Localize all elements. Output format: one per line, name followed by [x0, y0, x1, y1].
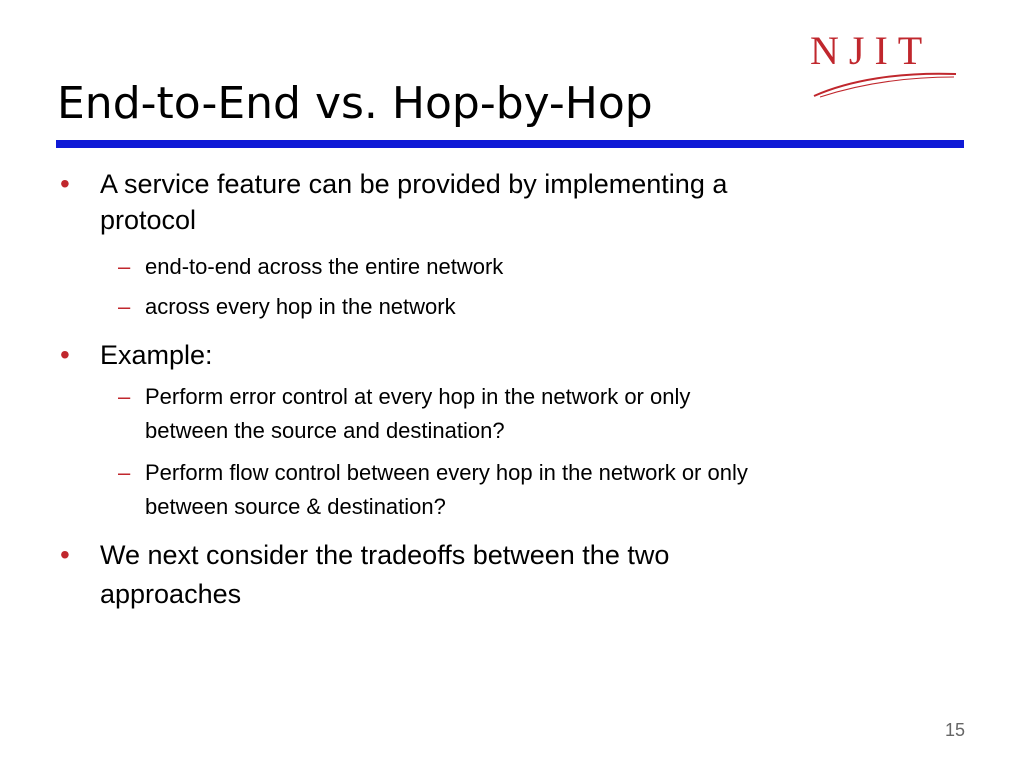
njit-logo-text: NJIT [810, 28, 933, 73]
sub-bullet-marker: – [118, 294, 131, 319]
sub-bullet-line: Perform error control at every hop in the network or only [145, 384, 691, 409]
bullet-marker: • [60, 539, 70, 570]
sub-bullet-marker: – [118, 384, 131, 409]
sub-bullet-marker: – [118, 460, 131, 485]
page-number: 15 [944, 720, 965, 740]
bullet-line: Example: [100, 340, 213, 370]
bullet-line: approaches [100, 579, 242, 609]
bullet-line: protocol [100, 205, 197, 235]
bullet-marker: • [60, 339, 70, 370]
sub-bullet-line: Perform flow control between every hop in the network or only [145, 460, 748, 485]
sub-bullet-line: between the source and destination? [145, 418, 505, 443]
bullet-line: We next consider the tradeoffs between the two [100, 540, 670, 570]
slide-title: End-to-End vs. Hop-by-Hop [57, 78, 653, 129]
sub-bullet-line: between source & destination? [145, 494, 446, 519]
sub-bullet-marker: – [118, 254, 131, 279]
bullet-line: A service feature can be provided by implementing a [100, 169, 728, 199]
bullet-marker: • [60, 168, 70, 199]
sub-bullet-line: across every hop in the network [145, 294, 456, 319]
sub-bullet-line: end-to-end across the entire network [145, 254, 504, 279]
